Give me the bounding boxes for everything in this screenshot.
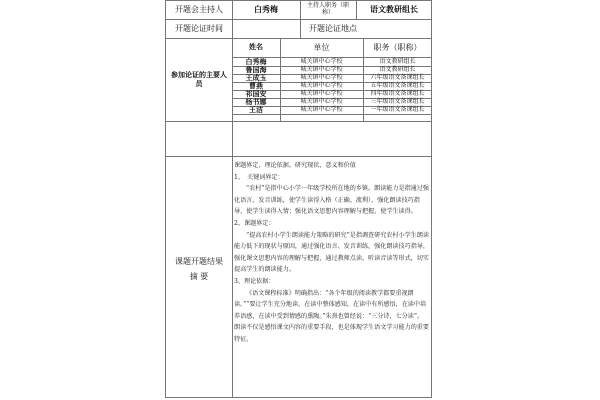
participant-name: 王洁 bbox=[249, 105, 263, 114]
participant-unit: 城关镇中心学校 bbox=[300, 89, 343, 97]
summary-paragraph: 课题界定、理论依据、研究现状、意义和价值 bbox=[234, 162, 356, 169]
host-name: 白秀梅 bbox=[254, 5, 278, 15]
row-divider bbox=[166, 156, 431, 157]
participant-unit: 城关镇中心学校 bbox=[300, 57, 343, 65]
summary-paragraph: “农村”是指中心小学一年级学校所在地的乡镇。朗读能力是指通过强化语言、发音训练，使学生读得入格（正确、流利），强化朗读技巧指导，使学生读得入情；强化语文思想内容理解与把握，使学生读得。 bbox=[234, 185, 429, 216]
summary-paragraph: 1、 关键词界定： bbox=[234, 173, 284, 181]
participant-title: 一年级语文备课组长 bbox=[370, 105, 425, 113]
col-unit-header: 单位 bbox=[313, 42, 330, 52]
participant-title: 语文教研组长 bbox=[379, 57, 416, 65]
col-title-header: 职务（职称） bbox=[373, 42, 422, 52]
place-label: 开题论证地点 bbox=[309, 23, 357, 33]
participant-unit: 城关镇中心学校 bbox=[300, 65, 343, 73]
participant-unit: 城关镇中心学校 bbox=[300, 81, 343, 89]
col-name-header: 姓名 bbox=[249, 43, 263, 52]
participant-title: 三年级语文备课组长 bbox=[370, 97, 425, 105]
summary-paragraph: 2、课题界定： bbox=[234, 219, 275, 227]
participant-name: 王成玉 bbox=[245, 73, 267, 82]
participant-name: 杨书娜 bbox=[245, 97, 267, 106]
participant-name: 白秀梅 bbox=[245, 57, 267, 66]
participant-name: 祁国安 bbox=[245, 89, 267, 98]
participant-title: 五年级语文备课组长 bbox=[370, 81, 425, 89]
summary-paragraph: 《语文课程标准》明确指出：“各个年级的阅读教学都要重视朗读。”“要让学生充分地读，在读中整体感知，在读中有所感悟，在读中培养语感，在读中受到情感的熏陶。”朱熹也曾经说：“三分诗，七分读”。朗读不仅是感悟课文内容的重要手段，也是体现学生语文学习能力的重要特征。 bbox=[234, 289, 429, 343]
summary-label-line1: 课题开题结果 bbox=[175, 256, 223, 266]
summary-paragraph: 3、理论依据： bbox=[234, 277, 275, 285]
participant-name: 鲁国海 bbox=[245, 65, 267, 74]
participant-name: 曹燕 bbox=[249, 81, 263, 90]
participant-title: 语文教研组长 bbox=[379, 65, 416, 73]
participant-title: 六年级语文备课组长 bbox=[370, 73, 425, 81]
host-title-label: 主持人职务（职称） bbox=[306, 2, 349, 16]
host-label: 开题会主持人 bbox=[175, 5, 223, 15]
row-divider bbox=[166, 121, 431, 122]
participant-unit: 城关镇中心学校 bbox=[300, 73, 343, 81]
form-table bbox=[165, 0, 432, 398]
summary-label-line2: 摘 要 bbox=[189, 272, 209, 281]
participant-title: 四年级语文备课组长 bbox=[370, 89, 425, 97]
row-divider bbox=[232, 114, 431, 115]
host-title-value: 语文教研组长 bbox=[370, 5, 418, 15]
summary-body bbox=[234, 160, 429, 346]
summary-label-cell bbox=[166, 159, 232, 399]
participants-label: 参加论证的主要人员 bbox=[171, 71, 227, 88]
summary-paragraph: “提高农村小学生朗读能力策略的研究”是指调查研究农村小学生朗读能力低下的现状与原因，通过强化语言、发音训练，强化朗读技巧指导，强化课文思想内容的理解与把握，通过教师点读、听读音读等形式，切实提高学生的朗读能力。 bbox=[234, 231, 429, 274]
participant-unit: 城关镇中心学校 bbox=[300, 97, 343, 105]
participant-unit: 城关镇中心学校 bbox=[300, 105, 343, 113]
time-label: 开题论证时间 bbox=[175, 23, 223, 33]
